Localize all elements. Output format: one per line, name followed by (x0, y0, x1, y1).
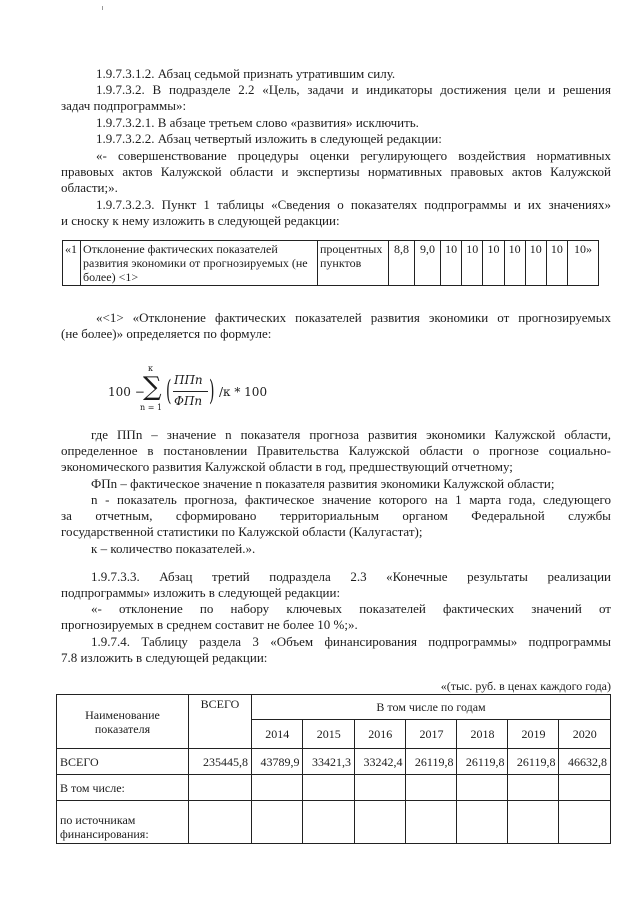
row-value (508, 801, 559, 844)
where-line-2: определенное в постановлении Правительства Калужской области о прогнозе социально- (61, 443, 611, 458)
row-total (189, 801, 252, 844)
year-header: 2015 (303, 720, 354, 749)
indicator-name: Отклонение фактических показателей развития экономики от прогнозируемых (не более) <1> (81, 241, 318, 286)
row-value (457, 775, 508, 801)
formula-denominator: ФПn (174, 394, 203, 408)
paragraph-1-9-7-3-3-line1: 1.9.7.3.3. Абзац третий подраздела 2.3 «Конечные результаты реализации (91, 569, 611, 584)
year-header: 2014 (252, 720, 303, 749)
formula-tail: /к * 100 (219, 385, 268, 399)
indicator-unit: процентных пунктов (318, 241, 389, 286)
indicator-number: «1 (63, 241, 81, 286)
row-value: 26119,8 (508, 749, 559, 775)
indicator-table (62, 240, 599, 286)
row-value: 46632,8 (559, 749, 611, 775)
paragraph-1-9-7-4-line2: 7.8 изложить в следующей редакции: (61, 650, 268, 665)
formula-paren-right: ) (209, 374, 215, 407)
where-line-1: где ППn – значение n показателя прогноза развития экономики Калужской области, (91, 427, 611, 442)
paragraph-1-9-7-3-2-3-line1: 1.9.7.3.2.3. Пункт 1 таблицы «Сведения о показателях подпрограммы и их значениях» (96, 197, 611, 212)
scan-mark (102, 6, 103, 10)
quote-line-3: области;». (61, 180, 118, 195)
row-label: по источникам финансирования: (57, 801, 189, 844)
where-line-3: экономического развития Калужской области в год, предшествующий отчетному; (61, 459, 513, 474)
where-word: территориальным (279, 508, 379, 523)
row-value (303, 775, 354, 801)
paragraph-1-9-7-3-3-line2: подпрограммы» изложить в следующей редакции: (61, 585, 341, 600)
where-word: отчетным, (95, 508, 153, 523)
paragraph-1-9-7-4-line1: 1.9.7.4. Таблицу раздела 3 «Объем финансирования подпрограммы» подпрограммы (91, 634, 611, 649)
where-word: за (61, 508, 72, 523)
table-row (57, 775, 611, 801)
formula-start: 100 − (108, 385, 145, 399)
year-header: 2016 (354, 720, 405, 749)
indicator-value: 10 (525, 241, 546, 286)
year-header: 2020 (559, 720, 611, 749)
paragraph-1-9-7-3-2-line2: задач подпрограммы»: (61, 98, 187, 113)
indicator-value: 10 (504, 241, 525, 286)
where-line-7: государственной статистики по Калужской области (Калугастат); (61, 524, 423, 539)
paragraph-1-9-7-3-2-2: 1.9.7.3.2.2. Абзац четвертый изложить в следующей редакции: (96, 131, 442, 146)
footnote-line-1: «<1> «Отклонение фактических показателей развития экономики от прогнозируемых (96, 310, 611, 325)
row-value (252, 775, 303, 801)
year-header: 2017 (406, 720, 457, 749)
row-value: 33242,4 (354, 749, 405, 775)
col-total-header: ВСЕГО (189, 695, 252, 749)
row-value (354, 775, 405, 801)
indicator-value: 10 (441, 241, 462, 286)
indicator-value: 10 (462, 241, 483, 286)
row-label: ВСЕГО (57, 749, 189, 775)
finance-table (56, 694, 611, 844)
where-word: органом (402, 508, 448, 523)
table-header-row (57, 695, 611, 720)
quote-result-line2: прогнозируемых в среднем составит не более 10 %;». (61, 617, 358, 632)
row-value (559, 775, 611, 801)
year-header: 2019 (508, 720, 559, 749)
table-row (63, 241, 599, 286)
indicator-value: 10 (483, 241, 504, 286)
row-value (303, 801, 354, 844)
row-value (406, 775, 457, 801)
paragraph-1-9-7-3-2-1: 1.9.7.3.2.1. В абзаце третьем слово «развития» исключить. (96, 115, 419, 130)
paragraph-1-9-7-3-2-line1: 1.9.7.3.2. В подразделе 2.2 «Цель, задачи и индикаторы достижения цели и решения (96, 82, 611, 97)
indicator-value: 9,0 (415, 241, 441, 286)
quote-result-line1: «- отклонение по набору ключевых показателей фактических значений от (91, 601, 611, 616)
footnote-line-2: (не более)» определяется по формуле: (61, 326, 272, 341)
row-value (559, 801, 611, 844)
paragraph-1-9-7-3-2-3-line2: и сноску к нему изложить в следующей редакции: (61, 213, 340, 228)
where-line-4: ФПn – фактическое значение n показателя развития экономики Калужской области; (91, 476, 555, 491)
formula-sum-sign: ∑ (143, 372, 162, 402)
row-value: 26119,8 (457, 749, 508, 775)
formula-sum-upper: к (148, 364, 153, 373)
row-value: 43789,9 (252, 749, 303, 775)
row-label: В том числе: (57, 775, 189, 801)
where-line-5: n - показатель прогноза, фактическое значение которого на 1 марта года, следующего (91, 492, 611, 507)
formula-sum-lower: n = 1 (140, 403, 163, 412)
year-header: 2018 (457, 720, 508, 749)
indicator-value: 10 (546, 241, 567, 286)
row-value: 26119,8 (406, 749, 457, 775)
paragraph-1-9-7-3-1-2: 1.9.7.3.1.2. Абзац седьмой признать утратившим силу. (96, 66, 396, 81)
units-note: «(тыс. руб. в ценах каждого года) (440, 679, 611, 693)
table-row (57, 801, 611, 844)
deviation-formula (108, 366, 278, 416)
row-total (189, 775, 252, 801)
where-line-6 (61, 508, 611, 523)
indicator-value: 10» (568, 241, 599, 286)
col-years-header: В том числе по годам (252, 695, 611, 720)
row-value (354, 801, 405, 844)
row-value (252, 801, 303, 844)
quote-line-2: правовых актов Калужской области и экспертизы нормативных правовых актов Калужской (61, 164, 611, 179)
indicator-value: 8,8 (389, 241, 415, 286)
formula-paren-left: ( (166, 374, 172, 407)
formula-numerator: ППn (174, 373, 203, 387)
where-word: службы (568, 508, 611, 523)
formula-fraction-bar (173, 391, 208, 392)
table-row (57, 749, 611, 775)
row-value (508, 775, 559, 801)
where-word: Федеральной (471, 508, 545, 523)
col-name-header: Наименование показателя (57, 695, 189, 749)
row-value (406, 801, 457, 844)
quote-line-1: «- совершенствование процедуры оценки регулирующего воздействия нормативных (96, 148, 611, 163)
where-word: сформировано (175, 508, 257, 523)
where-line-8: к – количество показателей.». (91, 541, 256, 556)
row-value: 33421,3 (303, 749, 354, 775)
row-value (457, 801, 508, 844)
row-total: 235445,8 (189, 749, 252, 775)
